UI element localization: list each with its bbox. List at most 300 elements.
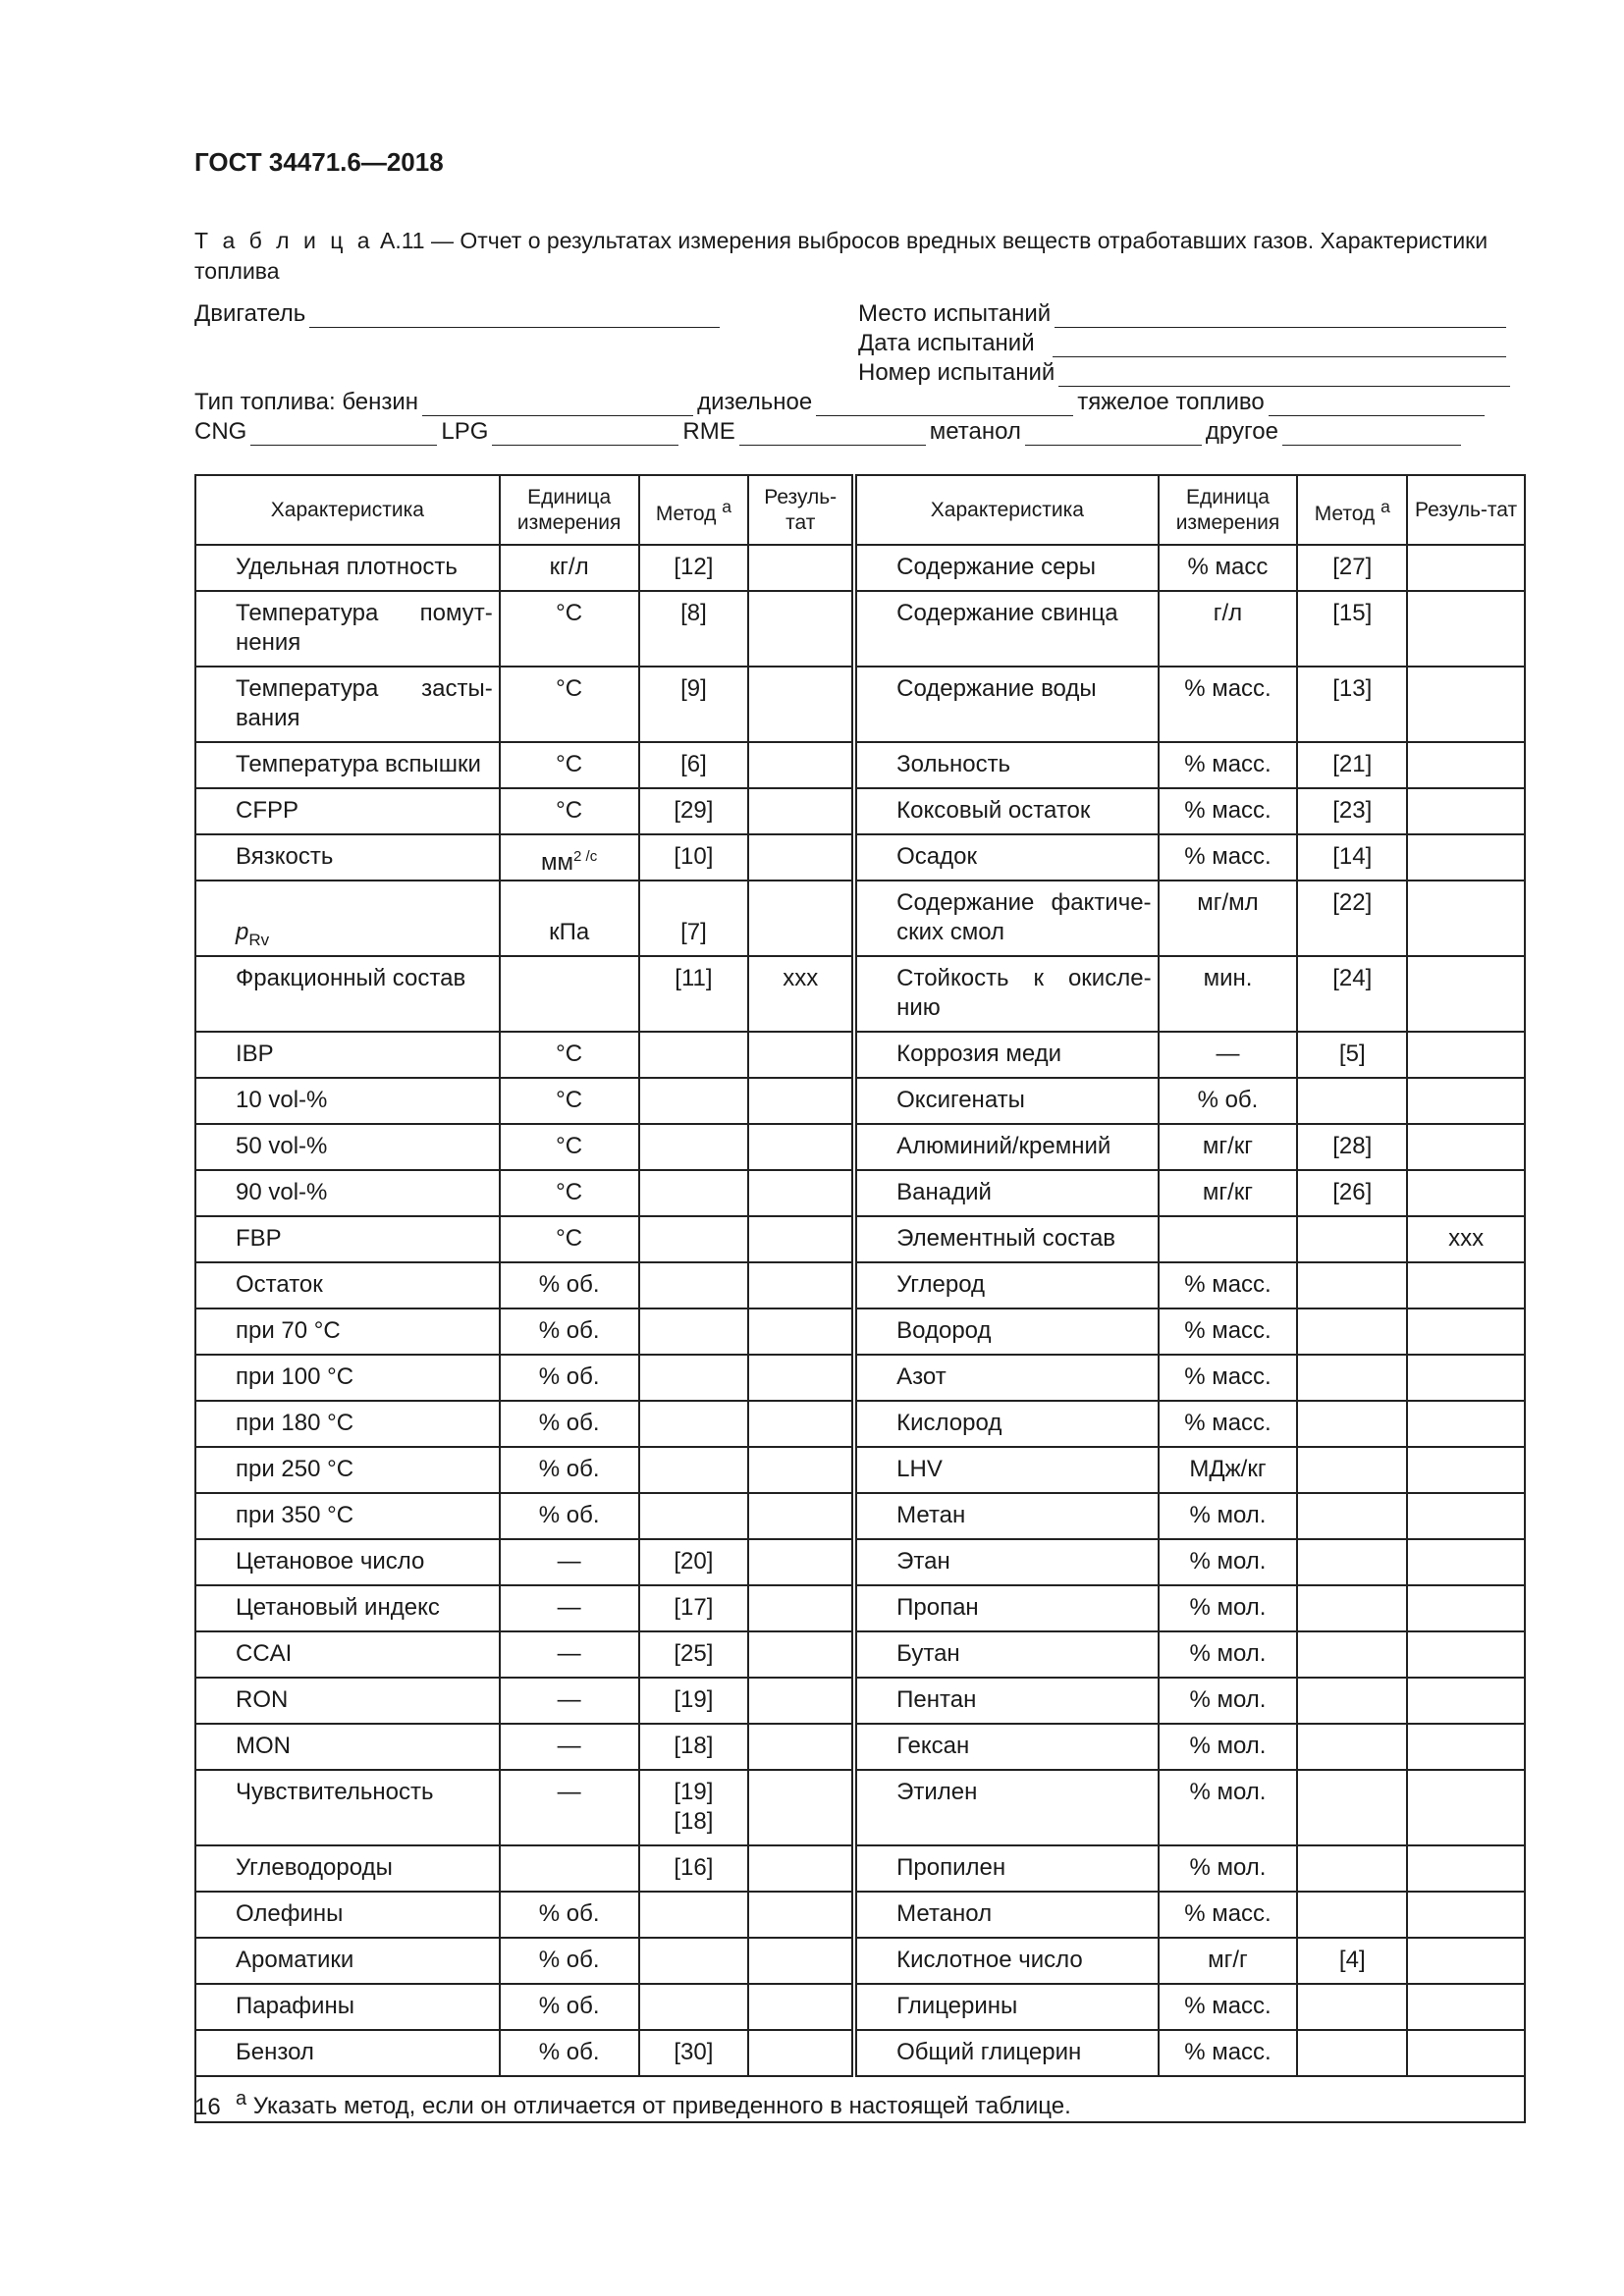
method-cell-right xyxy=(1297,1585,1407,1631)
result-cell-right[interactable]: xxx xyxy=(1407,1216,1525,1262)
result-cell-right[interactable] xyxy=(1407,667,1525,742)
lpg-field[interactable] xyxy=(492,423,678,446)
unit-cell-right: % мол. xyxy=(1159,1678,1298,1724)
result-cell-right[interactable] xyxy=(1407,1262,1525,1308)
result-cell-right[interactable] xyxy=(1407,1770,1525,1845)
method-cell xyxy=(639,1493,749,1539)
header-characteristic-right: Характеристика xyxy=(854,475,1158,545)
table-row xyxy=(195,1984,1525,2030)
result-cell[interactable] xyxy=(748,1493,854,1539)
characteristic-cell-right: LHV xyxy=(854,1447,1158,1493)
method-cell: [9] xyxy=(639,667,749,742)
table-row xyxy=(195,881,1525,956)
characteristic-cell-right: Коксовый остаток xyxy=(854,788,1158,834)
characteristic-cell: Углеводороды xyxy=(195,1845,500,1892)
method-cell-right: [5] xyxy=(1297,1032,1407,1078)
characteristic-cell: Температура засты-вания xyxy=(195,667,500,742)
unit-cell: кг/л xyxy=(500,545,639,591)
table-row xyxy=(195,1770,1525,1845)
characteristic-cell: 50 vol-% xyxy=(195,1124,500,1170)
characteristic-cell-right: Зольность xyxy=(854,742,1158,788)
characteristic-cell-right: Метанол xyxy=(854,1892,1158,1938)
method-cell-right: [27] xyxy=(1297,545,1407,591)
test-number-field[interactable] xyxy=(1058,364,1510,387)
gasoline-field[interactable] xyxy=(422,394,693,416)
result-cell[interactable] xyxy=(748,1355,854,1401)
result-cell[interactable] xyxy=(748,742,854,788)
characteristic-cell-right: Пропилен xyxy=(854,1845,1158,1892)
characteristic-cell: Фракционный состав xyxy=(195,956,500,1032)
method-cell: [7] xyxy=(639,881,749,956)
method-cell: [19] xyxy=(639,1678,749,1724)
method-cell-right xyxy=(1297,1770,1407,1845)
table-row xyxy=(195,1401,1525,1447)
unit-cell-right: % масс. xyxy=(1159,1355,1298,1401)
unit-cell: % об. xyxy=(500,1984,639,2030)
method-cell xyxy=(639,1308,749,1355)
result-cell-right[interactable] xyxy=(1407,1678,1525,1724)
header-result: Резуль-тат xyxy=(748,475,854,545)
method-cell-right: [15] xyxy=(1297,591,1407,667)
unit-cell: °C xyxy=(500,1078,639,1124)
characteristic-cell: Олефины xyxy=(195,1892,500,1938)
result-cell-right[interactable] xyxy=(1407,1032,1525,1078)
table-row xyxy=(195,2030,1525,2076)
result-cell[interactable] xyxy=(748,1216,854,1262)
method-cell: [25] xyxy=(639,1631,749,1678)
result-cell-right[interactable] xyxy=(1407,1938,1525,1984)
characteristic-cell-right: Стойкость к окисле-нию xyxy=(854,956,1158,1032)
header-unit-right: Единица измерения xyxy=(1159,475,1298,545)
method-cell: [16] xyxy=(639,1845,749,1892)
unit-cell: — xyxy=(500,1539,639,1585)
table-row xyxy=(195,1938,1525,1984)
method-cell xyxy=(639,1447,749,1493)
unit-cell: % об. xyxy=(500,1447,639,1493)
unit-cell: °C xyxy=(500,1170,639,1216)
method-cell-right xyxy=(1297,1447,1407,1493)
method-cell-right xyxy=(1297,1401,1407,1447)
cng-label: CNG xyxy=(194,418,247,445)
result-cell[interactable] xyxy=(748,1631,854,1678)
unit-cell-right: % мол. xyxy=(1159,1631,1298,1678)
method-cell-right xyxy=(1297,1724,1407,1770)
result-cell-right[interactable] xyxy=(1407,1170,1525,1216)
characteristic-cell-right: Этилен xyxy=(854,1770,1158,1845)
caption-text: А.11 — Отчет о результатах измерения выбросов вредных веществ отработавших газов. Характеристики топлива xyxy=(194,228,1489,284)
diesel-field[interactable] xyxy=(816,394,1073,416)
unit-cell-right: мг/кг xyxy=(1159,1170,1298,1216)
result-cell[interactable] xyxy=(748,881,854,956)
characteristic-cell-right: Метан xyxy=(854,1493,1158,1539)
result-cell[interactable] xyxy=(748,1308,854,1355)
characteristic-cell: Цетановый индекс xyxy=(195,1585,500,1631)
unit-cell: % об. xyxy=(500,1493,639,1539)
unit-cell-right: % масс xyxy=(1159,545,1298,591)
result-cell[interactable]: xxx xyxy=(748,956,854,1032)
characteristic-cell-right: Коррозия меди xyxy=(854,1032,1158,1078)
characteristic-cell-right: Осадок xyxy=(854,834,1158,881)
page-number: 16 xyxy=(194,2094,221,2120)
table-row xyxy=(195,1724,1525,1770)
result-cell[interactable] xyxy=(748,1724,854,1770)
result-cell[interactable] xyxy=(748,1170,854,1216)
method-cell: [29] xyxy=(639,788,749,834)
unit-cell-right: мг/г xyxy=(1159,1938,1298,1984)
characteristic-cell: Чувствительность xyxy=(195,1770,500,1845)
unit-cell-right: г/л xyxy=(1159,591,1298,667)
test-place-field[interactable] xyxy=(1055,305,1506,328)
characteristic-cell-right: Содержание свинца xyxy=(854,591,1158,667)
unit-cell: — xyxy=(500,1678,639,1724)
result-cell[interactable] xyxy=(748,1539,854,1585)
characteristic-cell: Вязкость xyxy=(195,834,500,881)
table-row xyxy=(195,667,1525,742)
result-cell-right[interactable] xyxy=(1407,1585,1525,1631)
method-cell xyxy=(639,1170,749,1216)
unit-cell: — xyxy=(500,1724,639,1770)
characteristic-cell-right: Азот xyxy=(854,1355,1158,1401)
result-cell-right[interactable] xyxy=(1407,742,1525,788)
result-cell-right[interactable] xyxy=(1407,1355,1525,1401)
unit-cell-right: % мол. xyxy=(1159,1724,1298,1770)
result-cell[interactable] xyxy=(748,667,854,742)
characteristic-cell-right: Общий глицерин xyxy=(854,2030,1158,2076)
method-cell xyxy=(639,1216,749,1262)
method-cell xyxy=(639,1078,749,1124)
characteristic-cell: CFPP xyxy=(195,788,500,834)
method-cell-right xyxy=(1297,1539,1407,1585)
characteristic-cell-right: Алюминий/кремний xyxy=(854,1124,1158,1170)
characteristic-cell: 90 vol-% xyxy=(195,1170,500,1216)
method-cell-right xyxy=(1297,1984,1407,2030)
unit-cell-right: % мол. xyxy=(1159,1845,1298,1892)
result-cell-right[interactable] xyxy=(1407,1078,1525,1124)
table-row xyxy=(195,834,1525,881)
unit-cell-right: % масс. xyxy=(1159,667,1298,742)
unit-cell: °C xyxy=(500,591,639,667)
method-cell-right xyxy=(1297,1631,1407,1678)
unit-cell: °C xyxy=(500,667,639,742)
characteristic-cell: RON xyxy=(195,1678,500,1724)
result-cell-right[interactable] xyxy=(1407,1892,1525,1938)
unit-cell-right: % масс. xyxy=(1159,1308,1298,1355)
result-cell-right[interactable] xyxy=(1407,1539,1525,1585)
characteristic-cell: Бензол xyxy=(195,2030,500,2076)
header-method: Метод $^а$ xyxy=(639,475,749,545)
characteristic-cell-right: Углерод xyxy=(854,1262,1158,1308)
method-cell-right xyxy=(1297,2030,1407,2076)
table-row xyxy=(195,1262,1525,1308)
table-row xyxy=(195,1355,1525,1401)
method-cell: [6] xyxy=(639,742,749,788)
unit-cell: °C xyxy=(500,788,639,834)
diesel-label: дизельное xyxy=(697,389,813,415)
unit-cell-right: % мол. xyxy=(1159,1770,1298,1845)
method-cell: [18] xyxy=(639,1724,749,1770)
result-cell-right[interactable] xyxy=(1407,1631,1525,1678)
result-cell[interactable] xyxy=(748,1678,854,1724)
method-cell-right xyxy=(1297,1078,1407,1124)
table-row xyxy=(195,1493,1525,1539)
characteristic-cell-right: Ванадий xyxy=(854,1170,1158,1216)
engine-label: Двигатель xyxy=(194,300,306,327)
method-cell-right xyxy=(1297,1845,1407,1892)
method-cell: [10] xyxy=(639,834,749,881)
unit-cell: — xyxy=(500,1585,639,1631)
method-cell: [11] xyxy=(639,956,749,1032)
method-cell: [8] xyxy=(639,591,749,667)
result-cell-right[interactable] xyxy=(1407,1447,1525,1493)
result-cell[interactable] xyxy=(748,788,854,834)
method-cell: [30] xyxy=(639,2030,749,2076)
result-cell[interactable] xyxy=(748,1938,854,1984)
result-cell[interactable] xyxy=(748,591,854,667)
method-cell-right: [23] xyxy=(1297,788,1407,834)
characteristic-cell: Парафины xyxy=(195,1984,500,2030)
unit-cell-right: мг/мл xyxy=(1159,881,1298,956)
unit-cell: % об. xyxy=(500,1938,639,1984)
test-number-label: Номер испытаний xyxy=(858,359,1056,386)
result-cell-right[interactable] xyxy=(1407,545,1525,591)
unit-cell-right: МДж/кг xyxy=(1159,1447,1298,1493)
method-cell-right xyxy=(1297,1262,1407,1308)
characteristic-cell: Температура помут-нения xyxy=(195,591,500,667)
result-cell-right[interactable] xyxy=(1407,881,1525,956)
table-row xyxy=(195,1539,1525,1585)
engine-field[interactable] xyxy=(309,305,720,328)
unit-cell: кПа xyxy=(500,881,639,956)
result-cell[interactable] xyxy=(748,1078,854,1124)
result-cell-right[interactable] xyxy=(1407,1124,1525,1170)
unit-cell: — xyxy=(500,1770,639,1845)
characteristic-cell-right: Бутан xyxy=(854,1631,1158,1678)
table-row xyxy=(195,1447,1525,1493)
header-unit: Единица измерения xyxy=(500,475,639,545)
unit-cell xyxy=(500,1845,639,1892)
method-cell-right xyxy=(1297,1216,1407,1262)
unit-cell: — xyxy=(500,1631,639,1678)
unit-cell: $мм^{2 /с}$ xyxy=(500,834,639,881)
test-date-field[interactable] xyxy=(1053,335,1506,357)
method-cell-right xyxy=(1297,1355,1407,1401)
characteristic-cell: при 100 °C xyxy=(195,1355,500,1401)
result-cell[interactable] xyxy=(748,1447,854,1493)
result-cell[interactable] xyxy=(748,1892,854,1938)
method-cell-right xyxy=(1297,1493,1407,1539)
characteristic-cell: Удельная плотность xyxy=(195,545,500,591)
result-cell[interactable] xyxy=(748,1124,854,1170)
result-cell-right[interactable] xyxy=(1407,956,1525,1032)
unit-cell-right: % масс. xyxy=(1159,788,1298,834)
table-row xyxy=(195,1845,1525,1892)
footnote: $^а$ Указать метод, если он отличается от приведенного в настоящей таблице. xyxy=(195,2076,1525,2122)
method-cell xyxy=(639,1124,749,1170)
method-cell xyxy=(639,1032,749,1078)
unit-cell-right: % масс. xyxy=(1159,1262,1298,1308)
characteristic-cell-right: Гексан xyxy=(854,1724,1158,1770)
result-cell[interactable] xyxy=(748,1262,854,1308)
result-cell-right[interactable] xyxy=(1407,1845,1525,1892)
characteristic-cell-right: Водород xyxy=(854,1308,1158,1355)
unit-cell: % об. xyxy=(500,1308,639,1355)
result-cell[interactable] xyxy=(748,1770,854,1845)
method-cell xyxy=(639,1892,749,1938)
unit-cell-right: — xyxy=(1159,1032,1298,1078)
unit-cell: % об. xyxy=(500,1401,639,1447)
method-cell xyxy=(639,1355,749,1401)
characteristic-cell: Цетановое число xyxy=(195,1539,500,1585)
methanol-label: метанол xyxy=(929,418,1021,445)
result-cell[interactable] xyxy=(748,545,854,591)
unit-cell-right: % масс. xyxy=(1159,2030,1298,2076)
characteristic-cell: FBP xyxy=(195,1216,500,1262)
lpg-label: LPG xyxy=(441,418,489,445)
result-cell[interactable] xyxy=(748,834,854,881)
result-cell-right[interactable] xyxy=(1407,834,1525,881)
table-row xyxy=(195,1892,1525,1938)
result-cell-right[interactable] xyxy=(1407,1984,1525,2030)
method-cell: [17] xyxy=(639,1585,749,1631)
result-cell[interactable] xyxy=(748,1845,854,1892)
unit-cell: °C xyxy=(500,1124,639,1170)
result-cell-right[interactable] xyxy=(1407,1401,1525,1447)
test-date-label: Дата испытаний xyxy=(858,330,1035,356)
method-cell-right: [28] xyxy=(1297,1124,1407,1170)
characteristic-cell: при 350 °C xyxy=(195,1493,500,1539)
result-cell[interactable] xyxy=(748,1032,854,1078)
characteristic-cell: IBP xyxy=(195,1032,500,1078)
characteristic-cell-right: Содержание серы xyxy=(854,545,1158,591)
characteristic-cell-right: Пропан xyxy=(854,1585,1158,1631)
characteristic-cell-right: Кислород xyxy=(854,1401,1158,1447)
heavy-fuel-field[interactable] xyxy=(1269,394,1485,416)
characteristic-cell-right: Оксигенаты xyxy=(854,1078,1158,1124)
method-cell xyxy=(639,1401,749,1447)
method-cell xyxy=(639,1262,749,1308)
header-result-right: Резуль-тат xyxy=(1407,475,1525,545)
characteristic-cell: Ароматики xyxy=(195,1938,500,1984)
unit-cell: % об. xyxy=(500,1355,639,1401)
characteristic-cell-right: Пентан xyxy=(854,1678,1158,1724)
result-cell-right[interactable] xyxy=(1407,2030,1525,2076)
table-caption xyxy=(194,226,1525,287)
result-cell[interactable] xyxy=(748,1585,854,1631)
characteristic-cell: MON xyxy=(195,1724,500,1770)
method-cell: [20] xyxy=(639,1539,749,1585)
method-cell-right xyxy=(1297,1892,1407,1938)
method-cell-right xyxy=(1297,1678,1407,1724)
method-cell-right: [13] xyxy=(1297,667,1407,742)
table-row xyxy=(195,956,1525,1032)
characteristic-cell: при 250 °C xyxy=(195,1447,500,1493)
method-cell xyxy=(639,1984,749,2030)
method-cell-right: [24] xyxy=(1297,956,1407,1032)
characteristic-cell: Остаток xyxy=(195,1262,500,1308)
test-place-label: Место испытаний xyxy=(858,300,1052,327)
characteristic-cell-right: Кислотное число xyxy=(854,1938,1158,1984)
result-cell[interactable] xyxy=(748,2030,854,2076)
characteristic-cell: при 180 °C xyxy=(195,1401,500,1447)
unit-cell-right: % мол. xyxy=(1159,1493,1298,1539)
table-row xyxy=(195,1585,1525,1631)
unit-cell-right xyxy=(1159,1216,1298,1262)
table-row xyxy=(195,591,1525,667)
heavy-fuel-label: тяжелое топливо xyxy=(1077,389,1265,415)
rme-label: RME xyxy=(682,418,735,445)
other-field[interactable] xyxy=(1282,423,1461,446)
characteristic-cell-right: Глицерины xyxy=(854,1984,1158,2030)
characteristic-cell-right: Элементный состав xyxy=(854,1216,1158,1262)
unit-cell xyxy=(500,956,639,1032)
document-id: ГОСТ 34471.6—2018 xyxy=(194,147,444,177)
caption-label: Т а б л и ц а xyxy=(194,228,374,253)
method-cell xyxy=(639,1938,749,1984)
method-cell: [19] [18] xyxy=(639,1770,749,1845)
result-cell[interactable] xyxy=(748,1401,854,1447)
table-row xyxy=(195,1678,1525,1724)
result-cell[interactable] xyxy=(748,1984,854,2030)
unit-cell: °C xyxy=(500,1032,639,1078)
method-cell-right xyxy=(1297,1308,1407,1355)
unit-cell-right: % масс. xyxy=(1159,1892,1298,1938)
method-cell-right: [21] xyxy=(1297,742,1407,788)
method-cell: [12] xyxy=(639,545,749,591)
unit-cell: % об. xyxy=(500,2030,639,2076)
table-header-row xyxy=(195,475,1525,545)
header-method-right: Метод $^а$ xyxy=(1297,475,1407,545)
table-row xyxy=(195,1631,1525,1678)
table-row xyxy=(195,1032,1525,1078)
unit-cell-right: % масс. xyxy=(1159,834,1298,881)
result-cell-right[interactable] xyxy=(1407,1724,1525,1770)
result-cell-right[interactable] xyxy=(1407,591,1525,667)
table-row xyxy=(195,545,1525,591)
method-cell-right: [26] xyxy=(1297,1170,1407,1216)
characteristic-cell: при 70 °C xyxy=(195,1308,500,1355)
table-row xyxy=(195,1216,1525,1262)
table-row xyxy=(195,1170,1525,1216)
fuel-type-label: Тип топлива: бензин xyxy=(194,389,419,415)
unit-cell: % об. xyxy=(500,1262,639,1308)
characteristic-cell: Температура вспышки xyxy=(195,742,500,788)
unit-cell-right: % масс. xyxy=(1159,1401,1298,1447)
table-row xyxy=(195,788,1525,834)
characteristic-cell-right: Этан xyxy=(854,1539,1158,1585)
method-cell-right: [4] xyxy=(1297,1938,1407,1984)
characteristic-cell: $p_{Rv}$ xyxy=(195,881,500,956)
other-label: другое xyxy=(1205,418,1278,445)
unit-cell-right: % об. xyxy=(1159,1078,1298,1124)
unit-cell: °C xyxy=(500,742,639,788)
unit-cell-right: % мол. xyxy=(1159,1585,1298,1631)
unit-cell-right: мин. xyxy=(1159,956,1298,1032)
table-row xyxy=(195,742,1525,788)
header-characteristic: Характеристика xyxy=(195,475,500,545)
unit-cell-right: % масс. xyxy=(1159,742,1298,788)
result-cell-right[interactable] xyxy=(1407,1493,1525,1539)
rme-field[interactable] xyxy=(739,423,926,446)
table-row xyxy=(195,1078,1525,1124)
characteristic-cell: 10 vol-% xyxy=(195,1078,500,1124)
method-cell-right: [14] xyxy=(1297,834,1407,881)
methanol-field[interactable] xyxy=(1025,423,1202,446)
result-cell-right[interactable] xyxy=(1407,788,1525,834)
characteristic-cell-right: Содержание воды xyxy=(854,667,1158,742)
cng-field[interactable] xyxy=(250,423,437,446)
unit-cell-right: мг/кг xyxy=(1159,1124,1298,1170)
result-cell-right[interactable] xyxy=(1407,1308,1525,1355)
